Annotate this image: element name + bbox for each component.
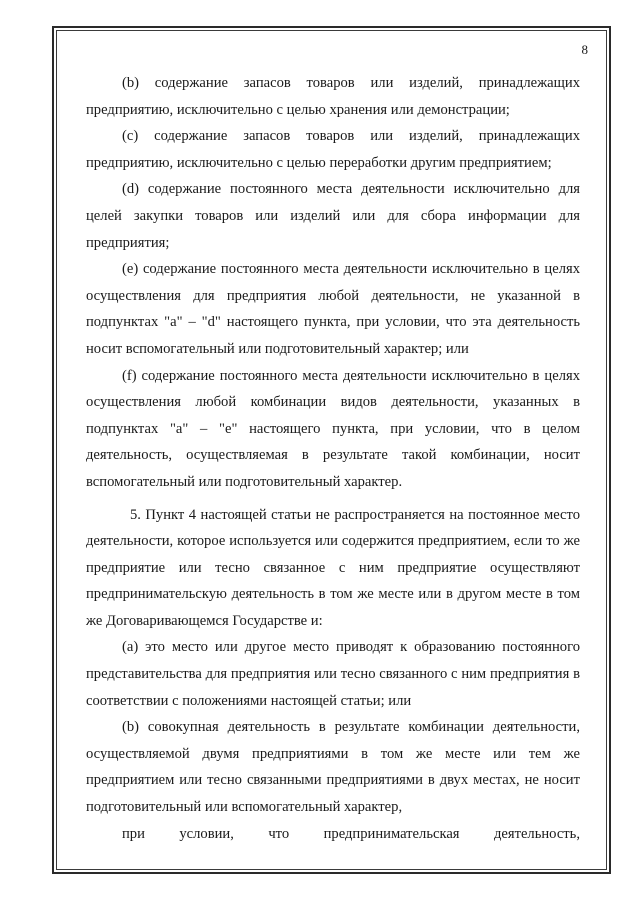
paragraph-b-combined-activity: (b) совокупная деятельность в результате комбинации деятельности, осуществляемой двумя предприятиями в том же месте или тем же предприятием или тесно связанными предприятиями в двух местах, не носит подготовительный или вспомогательный характер,	[86, 719, 580, 816]
paragraph-continuation: при условии, что предпринимательская деятельность,	[122, 825, 580, 842]
paragraph-b-storage: (b) содержание запасов товаров или изделий, принадлежащих предприятию, исключительно с целью хранения или демонстрации;	[86, 75, 580, 118]
paragraph-5-exception: 5. Пункт 4 настоящей статьи не распространяется на постоянное место деятельности, которое используется или содержится предприятием, если то же предприятие или тесно связанное с ним предприятие осуществляют предпринимательскую деятельность в том же месте или в другом месте в том же Договаривающемся Государстве и:	[86, 506, 580, 629]
paragraph-d-purchasing: (d) содержание постоянного места деятельности исключительно для целей закупки товаров или изделий или для сбора информации для предприятия;	[86, 181, 580, 251]
paragraph-f-combination: (f) содержание постоянного места деятельности исключительно в целях осуществления любой комбинации видов деятельности, указанных в подпунктах "а" – "е" настоящего пункта, при условии, что в целом деятельность, осуществляемая в результате такой комбинации, носит вспомогательный или подготовительный характер.	[86, 367, 580, 490]
page-number: 8	[581, 42, 588, 57]
document-body	[86, 70, 580, 847]
paragraph-c-processing: (с) содержание запасов товаров или изделий, принадлежащих предприятию, исключительно с целью переработки другим предприятием;	[86, 128, 580, 171]
paragraph-e-other-activity: (е) содержание постоянного места деятельности исключительно в целях осуществления для предприятия любой деятельности, не указанной в подпунктах "а" – "d" настоящего пункта, при условии, что эта деятельность носит вспомогательный или подготовительный характер; или	[86, 261, 580, 357]
paragraph-a-permanent-establishment: (а) это место или другое место приводят к образованию постоянного представительства для предприятия или тесно связанного с ним предприятия в соответствии с положениями настоящей статьи; или	[86, 639, 580, 709]
